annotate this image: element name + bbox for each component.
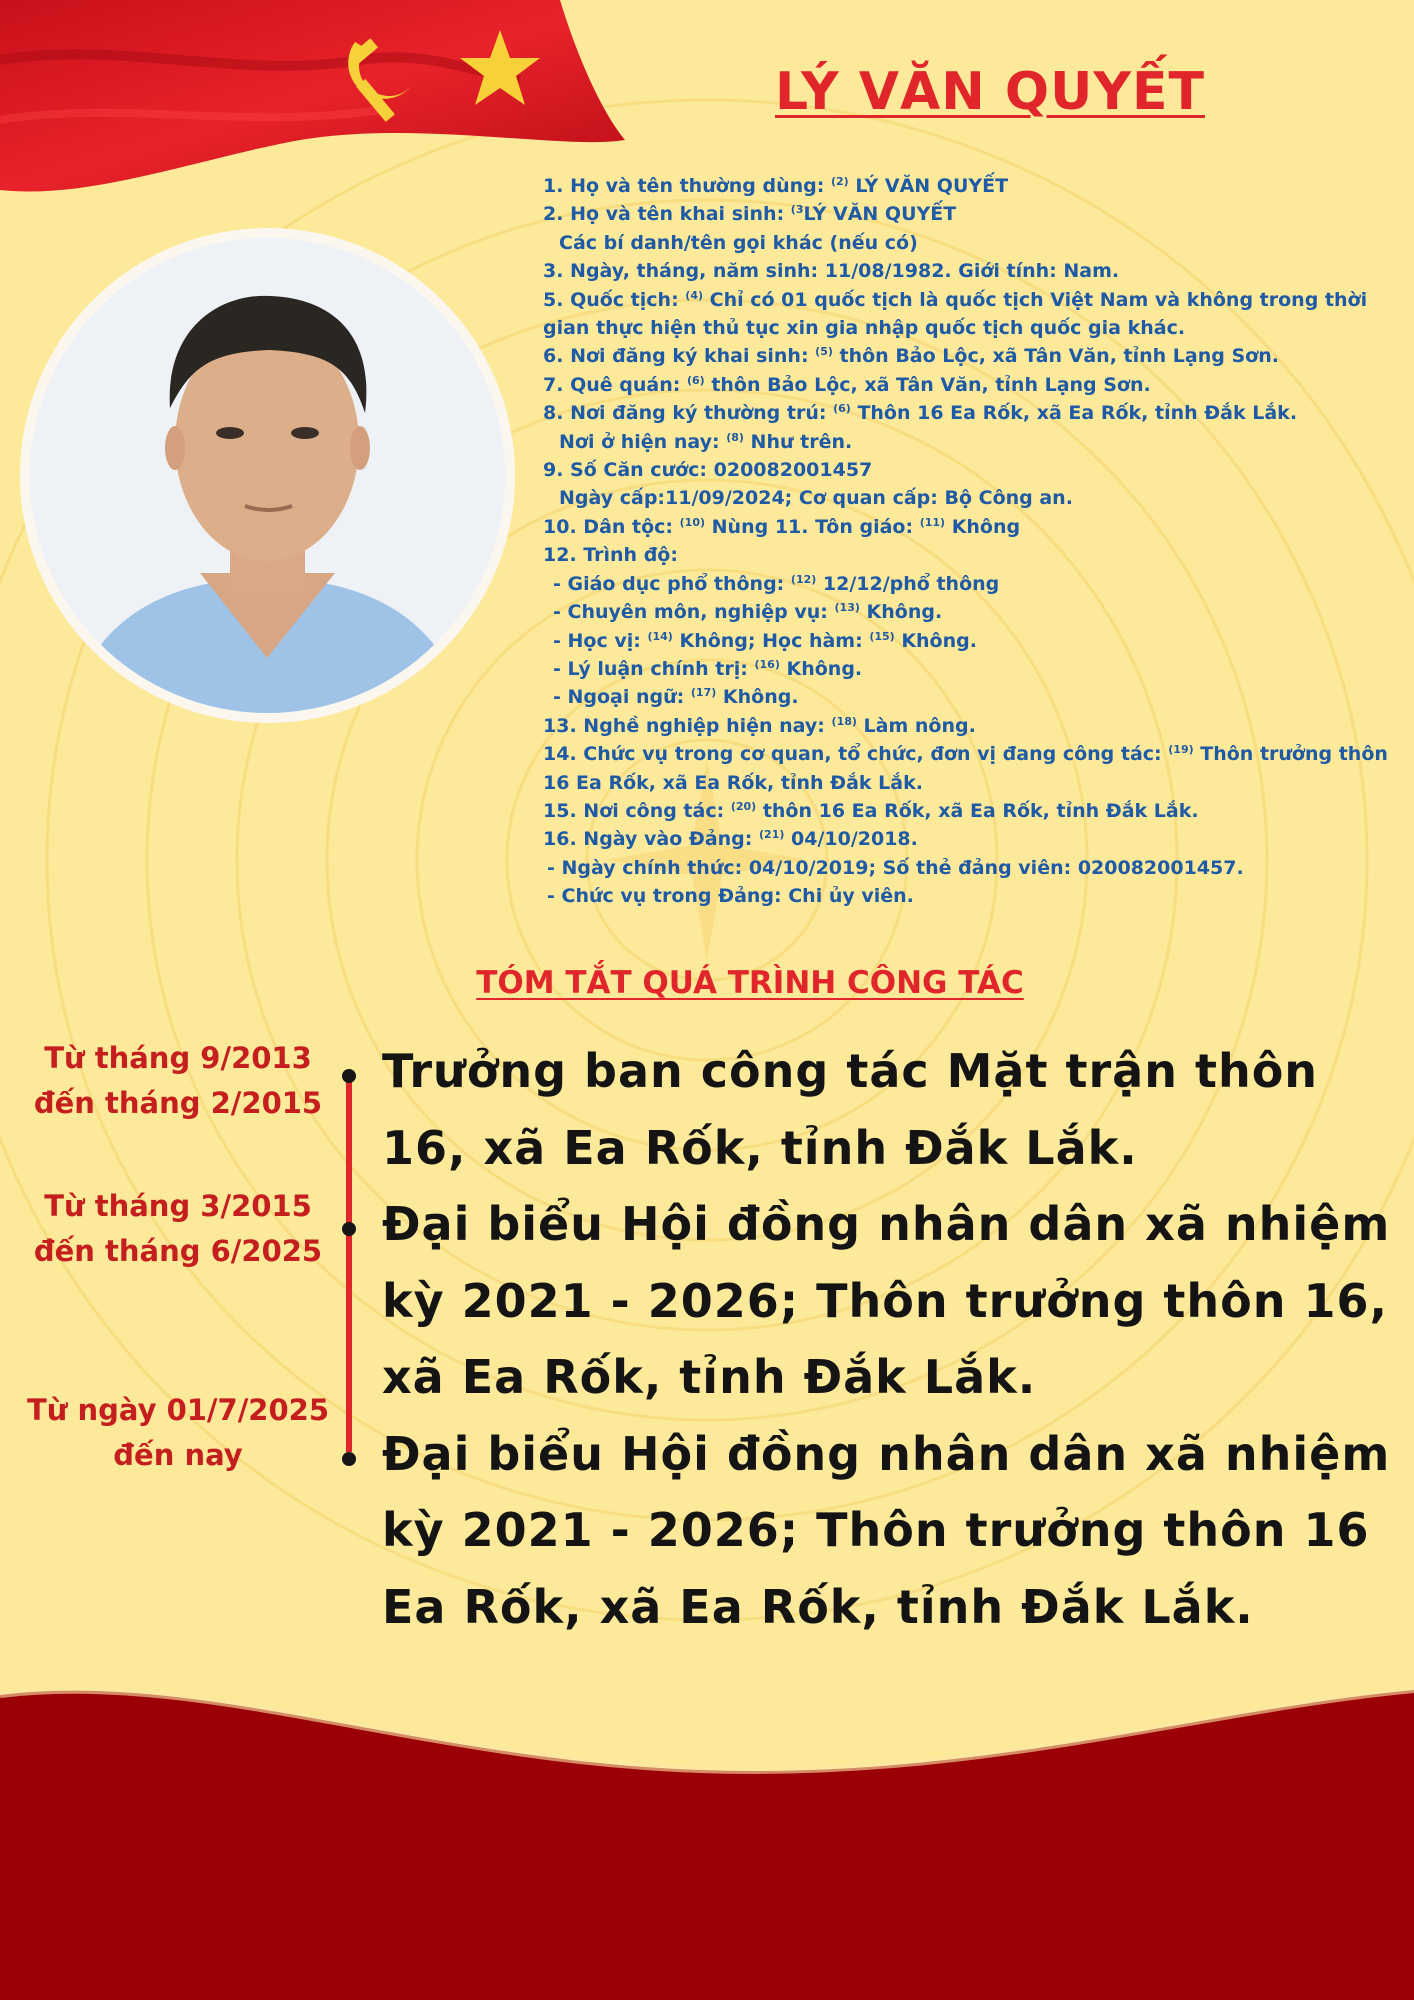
info-line-id-issue: Ngày cấp:11/09/2024; Cơ quan cấp: Bộ Công an. — [559, 487, 1073, 510]
info-line-aliases: Các bí danh/tên gọi khác (nếu có) — [559, 231, 918, 254]
info-line-6: 6. Nơi đăng ký khai sinh: $^{(5)}$ thôn Bảo Lộc, xã Tân Văn, tỉnh Lạng Sơn. — [543, 345, 1279, 368]
timeline-dot — [342, 1069, 356, 1083]
info-line-7: 7. Quê quán: $^{(6)}$ thôn Bảo Lộc, xã Tân Văn, tỉnh Lạng Sơn. — [543, 373, 1151, 396]
work-summary-title: TÓM TẮT QUÁ TRÌNH CÔNG TÁC — [476, 965, 1024, 1001]
info-line-education: - Giáo dục phổ thông: $^{(12)}$ 12/12/phổ thông — [553, 572, 1000, 595]
info-line-15: 15. Nơi công tác: $^{(20)}$ thôn 16 Ea Rốk, xã Ea Rốk, tỉnh Đắk Lắk. — [543, 799, 1199, 822]
info-line-5: 5. Quốc tịch: $^{(4)}$ Chỉ có 01 quốc tịch là quốc tịch Việt Nam và không trong thời gian thực hiện thủ tục xin gia nhập quốc tịch quốc gia khác. — [543, 288, 1368, 340]
info-line-2: 2. Họ và tên khai sinh: $^{(3}$LÝ VĂN QUYẾT — [543, 203, 957, 226]
info-line-foreign-language: - Ngoại ngữ: $^{(17)}$ Không. — [553, 686, 799, 709]
info-line-3: 3. Ngày, tháng, năm sinh: 11/08/1982. Giới tính: Nam. — [543, 260, 1120, 283]
timeline-entry-3: Đại biểu Hội đồng nhân dân xã nhiệm kỳ 2021 - 2026; Thôn trưởng thôn 16 Ea Rốk, xã Ea Rốk, tỉnh Đắk Lắk. — [382, 1426, 1391, 1634]
period-1-end: đến tháng 2/2015 — [33, 1086, 323, 1120]
info-line-8: 8. Nơi đăng ký thường trú: $^{(6)}$ Thôn 16 Ea Rốk, xã Ea Rốk, tỉnh Đắk Lắk. — [543, 402, 1298, 425]
info-line-profession: - Chuyên môn, nghiệp vụ: $^{(13)}$ Không. — [553, 601, 943, 624]
timeline-entries — [382, 1033, 1392, 1645]
footer-red-wave — [0, 1650, 1414, 2000]
timeline-entry-1: Trưởng ban công tác Mặt trận thôn 16, xã Ea Rốk, tỉnh Đắk Lắk. — [382, 1044, 1319, 1175]
info-line-1: 1. Họ và tên thường dùng: $^{(2)}$ LÝ VĂN QUYẾT — [543, 175, 1009, 197]
info-line-9: 9. Số Căn cước: 020082001457 — [543, 459, 873, 482]
info-line-16: 16. Ngày vào Đảng: $^{(21)}$ 04/10/2018. — [543, 828, 918, 851]
info-line-12: 12. Trình độ: — [543, 544, 678, 567]
period-2-end: đến tháng 6/2025 — [33, 1234, 323, 1268]
timeline-entry-2: Đại biểu Hội đồng nhân dân xã nhiệm kỳ 2021 - 2026; Thôn trưởng thôn 16, xã Ea Rốk, tỉnh Đắk Lắk. — [382, 1197, 1391, 1404]
info-line-official-date: - Ngày chính thức: 04/10/2019; Số thẻ đảng viên: 020082001457. — [547, 856, 1244, 879]
period-1-start: Từ tháng 9/2013 — [44, 1041, 312, 1075]
candidate-name-title: LÝ VĂN QUYẾT — [775, 62, 1205, 122]
period-3-start: Từ ngày 01/7/2025 — [26, 1393, 330, 1427]
info-line-degree: - Học vị: $^{(14)}$ Không; Học hàm: $^{(15)}$ Không. — [553, 629, 977, 652]
candidate-portrait — [30, 238, 505, 713]
timeline-period-3 — [18, 1388, 338, 1478]
timeline-period-2 — [18, 1184, 338, 1274]
period-3-end: đến nay — [113, 1438, 243, 1472]
info-line-10: 10. Dân tộc: $^{(10)}$ Nùng 11. Tôn giáo: $^{(11)}$ Không — [543, 515, 1021, 538]
timeline-dot — [342, 1452, 356, 1466]
info-line-political-theory: - Lý luận chính trị: $^{(16)}$ Không. — [553, 657, 863, 680]
timeline-dot — [342, 1222, 356, 1236]
personal-info — [543, 172, 1388, 911]
info-line-current-residence: Nơi ở hiện nay: $^{(8)}$ Như trên. — [559, 430, 853, 453]
info-line-14: 14. Chức vụ trong cơ quan, tổ chức, đơn vị đang công tác: $^{(19)}$ Thôn trưởng thôn 16 Ea Rốk, xã Ea Rốk, tỉnh Đắk Lắk. — [543, 743, 1388, 794]
info-line-party-role: - Chức vụ trong Đảng: Chi ủy viên. — [547, 885, 914, 908]
timeline-period-1 — [18, 1036, 338, 1126]
timeline-line — [346, 1072, 352, 1452]
info-line-13: 13. Nghề nghiệp hiện nay: $^{(18)}$ Làm nông. — [543, 714, 976, 737]
period-2-start: Từ tháng 3/2015 — [44, 1189, 312, 1223]
